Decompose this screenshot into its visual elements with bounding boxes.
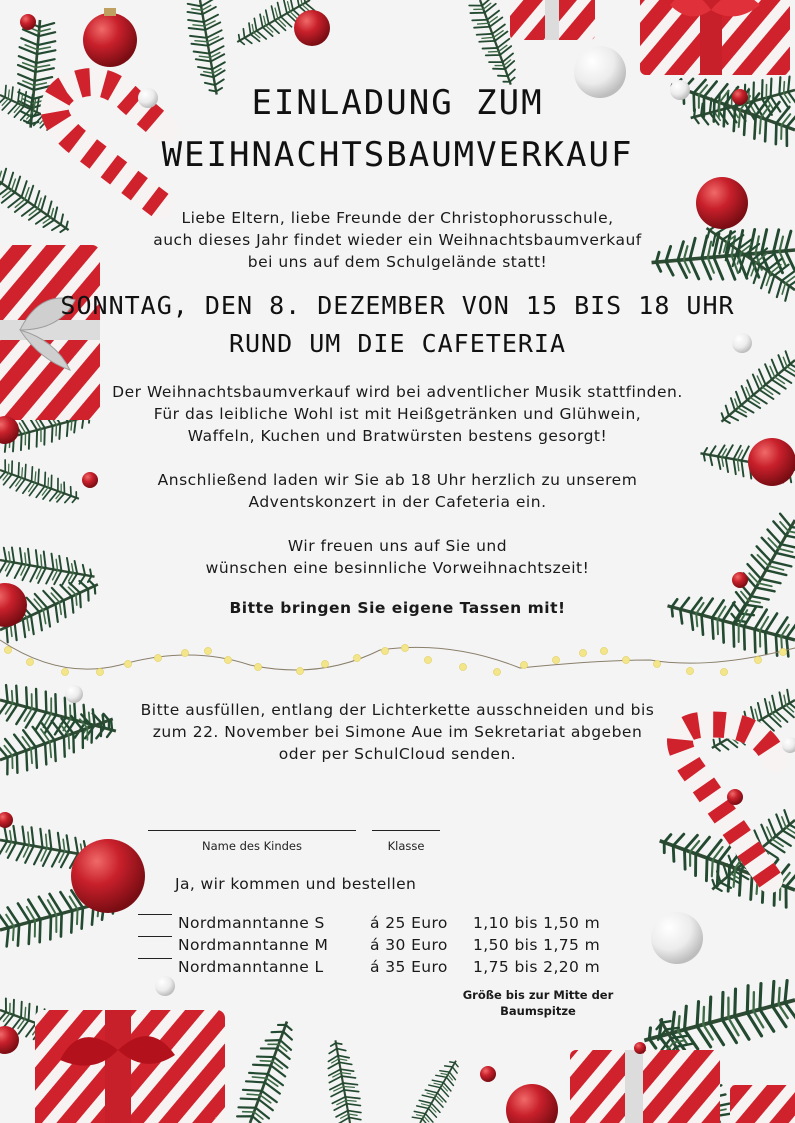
intro-line: auch dieses Jahr findet wieder ein Weihnachtsbaumverkauf bbox=[153, 231, 642, 249]
concert-line: Anschließend laden wir Sie ab 18 Uhr herzlich zu unserem bbox=[157, 471, 638, 489]
gift-box-top-center bbox=[510, 0, 595, 40]
details-line: Für das leibliche Wohl ist mit Heißgetränken und Glühwein, bbox=[153, 405, 642, 423]
size-note-line: Größe bis zur Mitte der bbox=[462, 988, 614, 1002]
quantity-blank[interactable] bbox=[138, 914, 172, 915]
intro-paragraph bbox=[0, 207, 795, 273]
tree-name: Nordmanntanne S bbox=[178, 914, 325, 932]
tree-price: á 25 Euro bbox=[370, 914, 448, 932]
class-label: Klasse bbox=[387, 839, 425, 853]
cup-reminder: Bitte bringen Sie eigene Tassen mit! bbox=[229, 599, 566, 617]
date-line-2: RUND UM DIE CAFETERIA bbox=[228, 329, 567, 358]
greeting-line: wünschen eine besinnliche Vorweihnachtszeit! bbox=[205, 559, 590, 577]
quantity-blank[interactable] bbox=[138, 936, 172, 937]
child-name-label: Name des Kindes bbox=[202, 839, 302, 853]
child-name-field[interactable] bbox=[148, 830, 356, 831]
concert-line: Adventskonzert in der Cafeteria ein. bbox=[248, 493, 547, 511]
details-line: Waffeln, Kuchen und Bratwürsten bestens gesorgt! bbox=[187, 427, 608, 445]
instruction-line: zum 22. November bei Simone Aue im Sekretariat abgeben bbox=[152, 723, 643, 741]
title-line-1: EINLADUNG ZUM bbox=[251, 83, 544, 123]
fairy-lights bbox=[0, 640, 795, 676]
quantity-blank[interactable] bbox=[138, 958, 172, 959]
details-line: Der Weihnachtsbaumverkauf wird bei adventlicher Musik stattfinden. bbox=[112, 383, 683, 401]
gift-box-bottom-right bbox=[570, 1050, 795, 1123]
tree-price: á 30 Euro bbox=[370, 936, 448, 954]
title-line-2: WEIHNACHTSBAUMVERKAUF bbox=[161, 135, 634, 175]
class-field[interactable] bbox=[372, 830, 440, 831]
tree-name: Nordmanntanne M bbox=[178, 936, 329, 954]
concert-paragraph bbox=[0, 469, 795, 513]
instruction-line: Bitte ausfüllen, entlang der Lichterkette ausschneiden und bis bbox=[140, 701, 655, 719]
tree-size: 1,50 bis 1,75 m bbox=[473, 936, 601, 954]
greeting-line: Wir freuen uns auf Sie und bbox=[287, 537, 508, 555]
gift-box-bottom-left bbox=[35, 1010, 225, 1123]
order-confirmation: Ja, wir kommen und bestellen bbox=[175, 875, 417, 893]
date-line-1: SONNTAG, DEN 8. DEZEMBER VON 15 BIS 18 UHR bbox=[60, 291, 735, 320]
gift-box-top-right bbox=[640, 0, 790, 75]
size-note bbox=[420, 987, 656, 1019]
instruction-line: oder per SchulCloud senden. bbox=[278, 745, 517, 763]
tree-size: 1,75 bis 2,20 m bbox=[473, 958, 601, 976]
page-title bbox=[0, 80, 795, 178]
size-note-line: Baumspitze bbox=[500, 1004, 576, 1018]
details-paragraph bbox=[0, 381, 795, 447]
intro-line: bei uns auf dem Schulgelände statt! bbox=[247, 253, 548, 271]
greeting-paragraph bbox=[0, 535, 795, 579]
tree-size: 1,10 bis 1,50 m bbox=[473, 914, 601, 932]
tree-price: á 35 Euro bbox=[370, 958, 448, 976]
intro-line: Liebe Eltern, liebe Freunde der Christophorusschule, bbox=[181, 209, 614, 227]
event-date bbox=[0, 287, 795, 363]
tree-name: Nordmanntanne L bbox=[178, 958, 324, 976]
form-instructions bbox=[0, 699, 795, 765]
